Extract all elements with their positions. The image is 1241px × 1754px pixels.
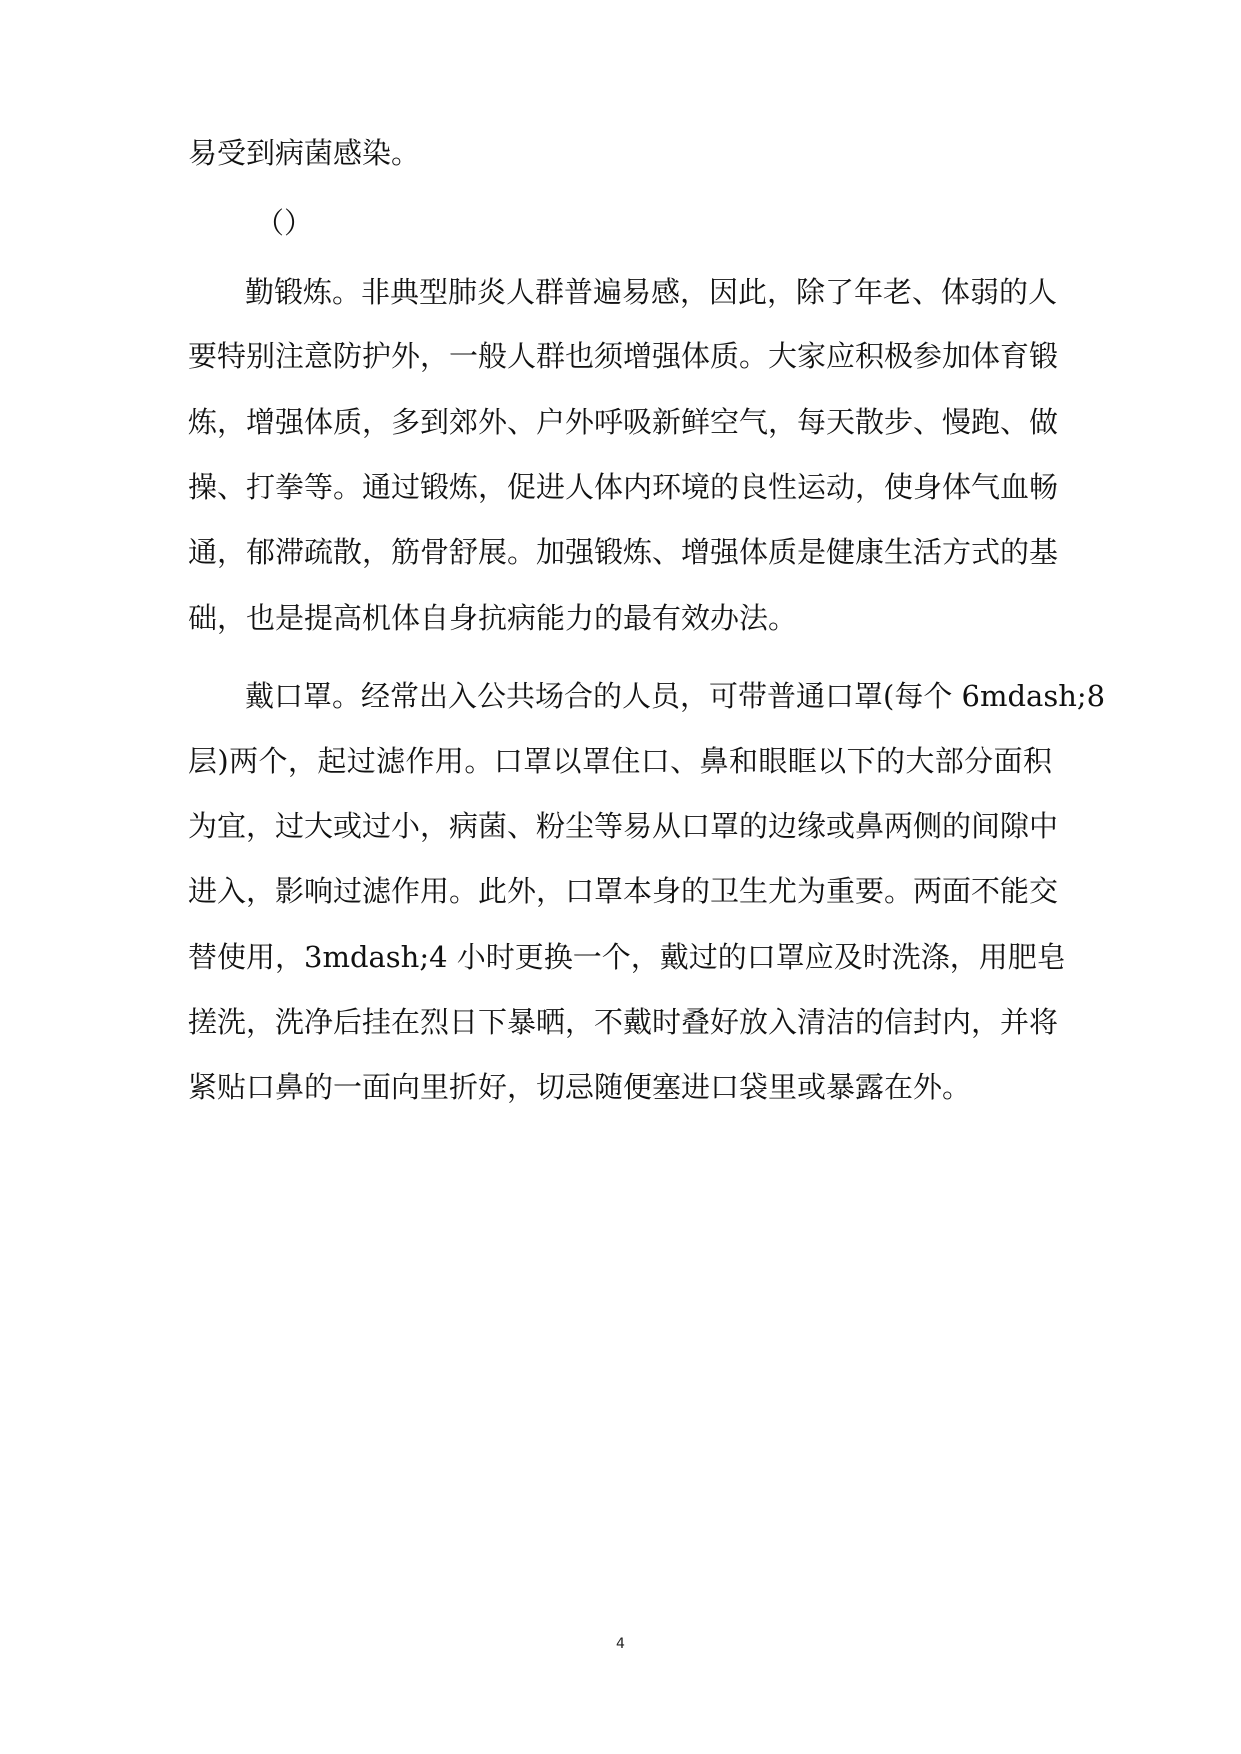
paragraph-line: 戴口罩。经常出入公共场合的人员，可带普通口罩(每个 6mdash;8	[245, 679, 1106, 713]
paragraph-line: 操、打拳等。通过锻炼，促进人体内环境的良性运动，使身体气血畅	[188, 470, 1059, 504]
paragraph-line: 替使用，3mdash;4 小时更换一个，戴过的口罩应及时洗涤，用肥皂	[188, 940, 1066, 974]
paragraph-line: 要特别注意防护外，一般人群也须增强体质。大家应积极参加体育锻	[188, 339, 1059, 373]
paragraph-line: 易受到病菌感染。	[188, 136, 421, 170]
paragraph-line: 勤锻炼。非典型肺炎人群普遍易感，因此，除了年老、体弱的人	[245, 275, 1058, 309]
paragraph-line: 为宜，过大或过小，病菌、粉尘等易从口罩的边缘或鼻两侧的间隙中	[188, 809, 1059, 843]
paragraph-line: 紧贴口鼻的一面向里折好，切忌随便塞进口袋里或暴露在外。	[188, 1070, 972, 1104]
paragraph-line: 通，郁滞疏散，筋骨舒展。加强锻炼、增强体质是健康生活方式的基	[188, 535, 1059, 569]
page-number: 4	[616, 1636, 625, 1652]
paragraph-line: 进入，影响过滤作用。此外，口罩本身的卫生尤为重要。两面不能交	[188, 874, 1059, 908]
paragraph-line: 层)两个，起过滤作用。口罩以罩住口、鼻和眼眶以下的大部分面积	[188, 744, 1052, 778]
paragraph-line: 搓洗，洗净后挂在烈日下暴晒，不戴时叠好放入清洁的信封内，并将	[188, 1005, 1059, 1039]
empty-heading-parentheses: （）	[255, 206, 314, 240]
paragraph-line: 炼，增强体质，多到郊外、户外呼吸新鲜空气，每天散步、慢跑、做	[188, 405, 1059, 439]
paragraph-line: 础，也是提高机体自身抗病能力的最有效办法。	[188, 601, 798, 635]
